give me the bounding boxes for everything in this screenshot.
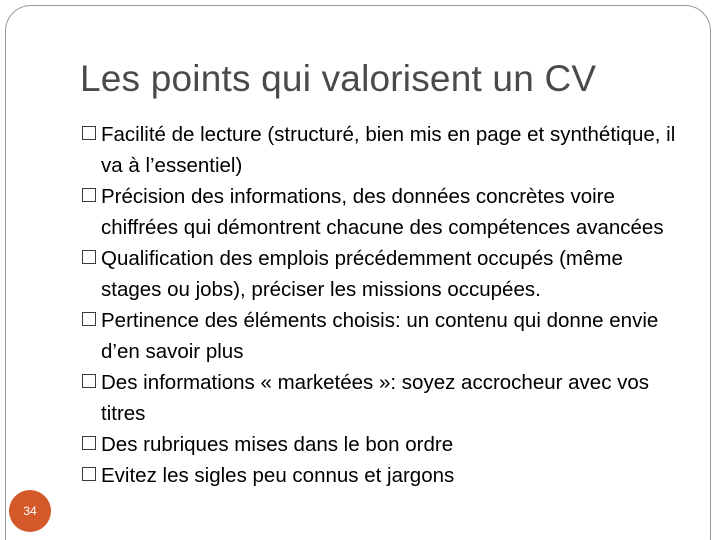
bullet-text: Evitez les sigles peu connus et jargons (101, 464, 455, 487)
checkbox-square-icon (82, 126, 96, 140)
bullet-text: Précision des informations, des données concrètes voire chiffrées qui démontrent chacune des compétences avancées (101, 185, 664, 239)
checkbox-square-icon (82, 188, 96, 202)
checkbox-square-icon (82, 467, 96, 481)
bullet-item (80, 243, 680, 305)
bullet-item (80, 367, 680, 429)
bullet-text: Facilité de lecture (structuré, bien mis en page et synthétique, il va à l’essentiel) (101, 123, 676, 177)
checkbox-square-icon (82, 312, 96, 326)
bullet-item (80, 460, 680, 491)
bullet-text: Pertinence des éléments choisis: un contenu qui donne envie d’en savoir plus (101, 309, 659, 363)
slide-title: Les points qui valorisent un CV (80, 58, 597, 99)
bullet-item (80, 305, 680, 367)
checkbox-square-icon (82, 436, 96, 450)
bullet-text: Des informations « marketées »: soyez accrocheur avec vos titres (101, 371, 650, 425)
checkbox-square-icon (82, 250, 96, 264)
bullet-text: Des rubriques mises dans le bon ordre (101, 433, 454, 456)
bullet-list (80, 119, 680, 491)
bullet-item (80, 181, 680, 243)
checkbox-square-icon (82, 374, 96, 388)
bullet-text: Qualification des emplois précédemment occupés (même stages ou jobs), préciser les missions occupées. (101, 247, 623, 301)
slide-number-badge: 34 (9, 490, 51, 532)
bullet-item (80, 429, 680, 460)
bullet-item (80, 119, 680, 181)
